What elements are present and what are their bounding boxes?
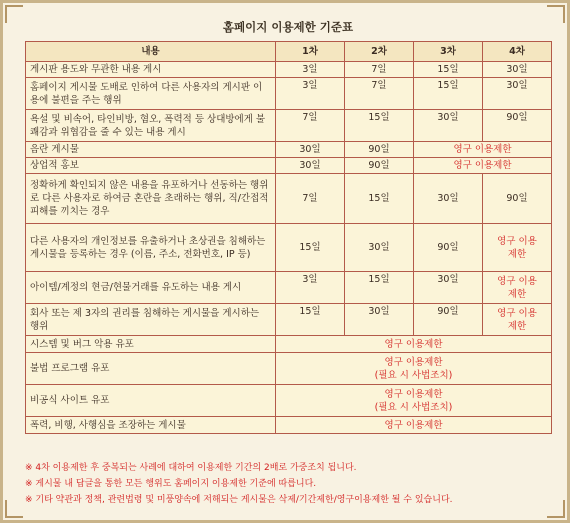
table-row — [26, 224, 552, 272]
cell-all-stages: 영구 이용제한 — [276, 417, 552, 434]
row-content: 폭력, 비행, 사행심을 조장하는 게시물 — [26, 417, 276, 434]
cell-all-stages: 영구 이용제한 — [276, 336, 552, 353]
footnotes — [25, 460, 565, 508]
cell-1st: 3일 — [276, 78, 345, 110]
table-row — [26, 62, 552, 78]
cell-4th: 90일 — [483, 174, 552, 224]
cell-1st: 15일 — [276, 304, 345, 336]
cell-2nd: 7일 — [345, 78, 414, 110]
table-header-row — [26, 42, 552, 62]
cell-2nd: 15일 — [345, 110, 414, 142]
table-row — [26, 336, 552, 353]
header-1st: 1차 — [276, 42, 345, 62]
cell-1st: 3일 — [276, 62, 345, 78]
restriction-table — [25, 41, 552, 434]
cell-all-stages — [276, 385, 552, 417]
cell-2nd: 30일 — [345, 224, 414, 272]
cell-4th: 30일 — [483, 62, 552, 78]
cell-4th: 90일 — [483, 110, 552, 142]
cell-2nd: 15일 — [345, 272, 414, 304]
cell-1st: 3일 — [276, 272, 345, 304]
row-content: 상업적 홍보 — [26, 158, 276, 174]
cell-1st: 15일 — [276, 224, 345, 272]
table-row — [26, 110, 552, 142]
table-row — [26, 385, 552, 417]
cell-3rd-4th: 영구 이용제한 — [414, 142, 552, 158]
row-content: 정확하게 확인되지 않은 내용을 유포하거나 선동하는 행위로 다른 사용자로 하여금 혼란을 초래하는 행위, 직/간접적 피해를 끼치는 경우 — [26, 174, 276, 224]
cell-2nd: 90일 — [345, 158, 414, 174]
restriction-label: 영구 이용제한 — [384, 356, 443, 368]
frame-corner — [5, 500, 23, 518]
cell-3rd: 30일 — [414, 110, 483, 142]
cell-1st: 7일 — [276, 110, 345, 142]
cell-3rd: 90일 — [414, 304, 483, 336]
cell-1st: 7일 — [276, 174, 345, 224]
cell-3rd: 15일 — [414, 78, 483, 110]
legal-action-note: (필요 시 사법조치) — [374, 401, 453, 413]
cell-2nd: 90일 — [345, 142, 414, 158]
footnote: ※ 기타 약관과 정책, 관련법령 및 미풍양속에 저해되는 게시물은 삭제/기간제한/영구이용제한 될 수 있습니다. — [25, 495, 453, 505]
row-content: 회사 또는 제 3자의 권리를 침해하는 게시물을 게시하는 행위 — [26, 304, 276, 336]
table-row — [26, 174, 552, 224]
row-content: 음란 게시물 — [26, 142, 276, 158]
row-content: 시스템 및 버그 악용 유포 — [26, 336, 276, 353]
header-4th: 4차 — [483, 42, 552, 62]
header-3rd: 3차 — [414, 42, 483, 62]
table-row — [26, 417, 552, 434]
cell-3rd: 30일 — [414, 272, 483, 304]
row-content: 게시판 용도와 무관한 내용 게시 — [26, 62, 276, 78]
cell-3rd: 30일 — [414, 174, 483, 224]
cell-3rd-4th: 영구 이용제한 — [414, 158, 552, 174]
header-content: 내용 — [26, 42, 276, 62]
cell-1st: 30일 — [276, 142, 345, 158]
row-content: 비공식 사이트 유포 — [26, 385, 276, 417]
row-content: 다른 사용자의 개인정보를 유출하거나 초상권을 침해하는 게시물을 등록하는 경우 (이름, 주소, 전화번호, IP 등) — [26, 224, 276, 272]
cell-1st: 30일 — [276, 158, 345, 174]
cell-4th: 30일 — [483, 78, 552, 110]
legal-action-note: (필요 시 사법조치) — [374, 369, 453, 381]
row-content: 욕설 및 비속어, 타인비방, 혐오, 폭력적 등 상대방에게 불쾌감과 위협감을 줄 수 있는 내용 게시 — [26, 110, 276, 142]
restriction-label: 영구 이용제한 — [384, 388, 443, 400]
table-row — [26, 304, 552, 336]
row-content: 불법 프로그램 유포 — [26, 353, 276, 385]
page-title: 홈페이지 이용제한 기준표 — [222, 20, 354, 34]
table-row — [26, 78, 552, 110]
table-row — [26, 142, 552, 158]
cell-2nd: 15일 — [345, 174, 414, 224]
table-row — [26, 353, 552, 385]
cell-4th: 영구 이용제한 — [483, 304, 552, 336]
footnote: ※ 게시물 내 답글을 통한 모든 행위도 홈페이지 이용제한 기준에 따릅니다. — [25, 479, 317, 489]
cell-all-stages — [276, 353, 552, 385]
table-row — [26, 272, 552, 304]
footnote: ※ 4차 이용제한 후 중복되는 사례에 대하여 이용제한 기간의 2배로 가중조치 됩니다. — [25, 463, 357, 473]
table-row — [26, 158, 552, 174]
row-content: 아이템/계정의 현금/현물거래를 유도하는 내용 게시 — [26, 272, 276, 304]
cell-4th: 영구 이용제한 — [483, 224, 552, 272]
cell-3rd: 90일 — [414, 224, 483, 272]
cell-2nd: 7일 — [345, 62, 414, 78]
cell-4th: 영구 이용제한 — [483, 272, 552, 304]
cell-3rd: 15일 — [414, 62, 483, 78]
header-2nd: 2차 — [345, 42, 414, 62]
cell-2nd: 30일 — [345, 304, 414, 336]
row-content: 홈페이지 게시물 도배로 인하여 다른 사용자의 게시판 이용에 불편을 주는 행위 — [26, 78, 276, 110]
